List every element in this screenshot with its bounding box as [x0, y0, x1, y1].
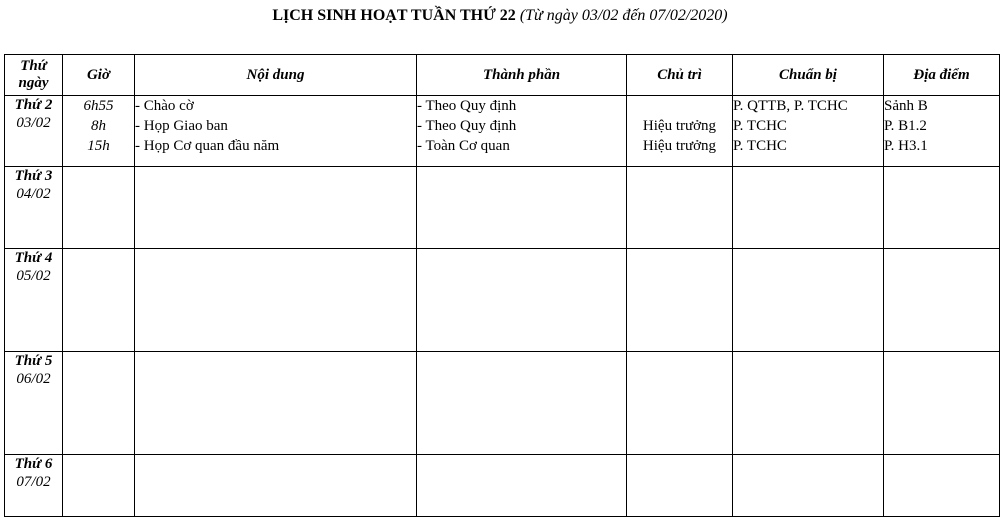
participants-item: - Toàn Cơ quan — [417, 138, 510, 154]
col-header-host: Chủ trì — [627, 55, 733, 96]
page-title — [0, 6, 1000, 26]
time-cell — [63, 249, 135, 352]
schedule-table — [4, 54, 1000, 517]
table-row — [5, 96, 1000, 167]
host-item: Hiệu trưởng — [642, 138, 717, 154]
day-name: Thứ 2 — [14, 97, 53, 113]
prepare-cell — [733, 249, 884, 352]
schedule-title: LỊCH SINH HOẠT TUẦN THỨ 22 — [272, 7, 516, 24]
day-cell — [5, 167, 63, 249]
content-cell — [135, 352, 417, 455]
col-header-content: Nội dung — [135, 55, 417, 96]
host-item — [627, 96, 732, 116]
col-header-time: Giờ — [63, 55, 135, 96]
day-name: Thứ 5 — [14, 353, 53, 369]
location-cell — [884, 167, 1000, 249]
location-cell — [884, 455, 1000, 517]
host-cell — [627, 167, 733, 249]
day-cell — [5, 249, 63, 352]
participants-cell — [417, 167, 627, 249]
prepare-item: P. TCHC — [733, 138, 787, 154]
time-cell — [63, 167, 135, 249]
location-item: P. B1.2 — [884, 118, 927, 134]
prepare-cell — [733, 352, 884, 455]
col-header-day-line2: ngày — [18, 75, 49, 91]
location-item: P. H3.1 — [884, 138, 928, 154]
header-row — [5, 55, 1000, 96]
time-value: 8h — [91, 118, 106, 134]
participants-cell — [417, 96, 627, 167]
host-cell — [627, 96, 733, 167]
prepare-cell — [733, 455, 884, 517]
table-row — [5, 455, 1000, 517]
host-cell — [627, 352, 733, 455]
day-date: 04/02 — [16, 186, 51, 202]
participants-cell — [417, 455, 627, 517]
day-date: 07/02 — [16, 474, 51, 490]
location-item: Sảnh B — [884, 98, 928, 114]
day-date: 05/02 — [16, 268, 51, 284]
time-cell — [63, 352, 135, 455]
day-cell — [5, 455, 63, 517]
time-cell — [63, 96, 135, 167]
location-cell — [884, 96, 1000, 167]
content-item: - Chào cờ — [135, 98, 194, 114]
content-cell — [135, 167, 417, 249]
schedule-date-range: (Từ ngày 03/02 đến 07/02/2020) — [519, 7, 728, 24]
time-cell — [63, 455, 135, 517]
day-date: 06/02 — [16, 371, 51, 387]
col-header-location: Địa điểm — [884, 55, 1000, 96]
content-cell — [135, 455, 417, 517]
host-cell — [627, 249, 733, 352]
host-item: Hiệu trưởng — [642, 118, 717, 134]
participants-cell — [417, 352, 627, 455]
prepare-cell — [733, 96, 884, 167]
prepare-cell — [733, 167, 884, 249]
content-cell — [135, 249, 417, 352]
time-value: 15h — [87, 138, 110, 154]
participants-item: - Theo Quy định — [417, 118, 517, 134]
day-cell — [5, 96, 63, 167]
col-header-participants: Thành phần — [417, 55, 627, 96]
day-name: Thứ 6 — [14, 456, 53, 472]
day-name: Thứ 3 — [14, 168, 53, 184]
day-name: Thứ 4 — [14, 250, 53, 266]
prepare-item: P. TCHC — [733, 118, 787, 134]
col-header-prepare: Chuẩn bị — [733, 55, 884, 96]
day-date: 03/02 — [16, 115, 51, 131]
content-item: - Họp Giao ban — [135, 118, 228, 134]
col-header-day — [5, 55, 63, 96]
table-row — [5, 249, 1000, 352]
content-item: - Họp Cơ quan đầu năm — [135, 138, 280, 154]
col-header-day-line1: Thứ — [20, 58, 47, 74]
participants-cell — [417, 249, 627, 352]
table-row — [5, 167, 1000, 249]
host-cell — [627, 455, 733, 517]
day-cell — [5, 352, 63, 455]
participants-item: - Theo Quy định — [417, 98, 517, 114]
table-row — [5, 352, 1000, 455]
prepare-item: P. QTTB, P. TCHC — [733, 98, 848, 114]
content-cell — [135, 96, 417, 167]
location-cell — [884, 352, 1000, 455]
time-value: 6h55 — [83, 98, 114, 114]
location-cell — [884, 249, 1000, 352]
